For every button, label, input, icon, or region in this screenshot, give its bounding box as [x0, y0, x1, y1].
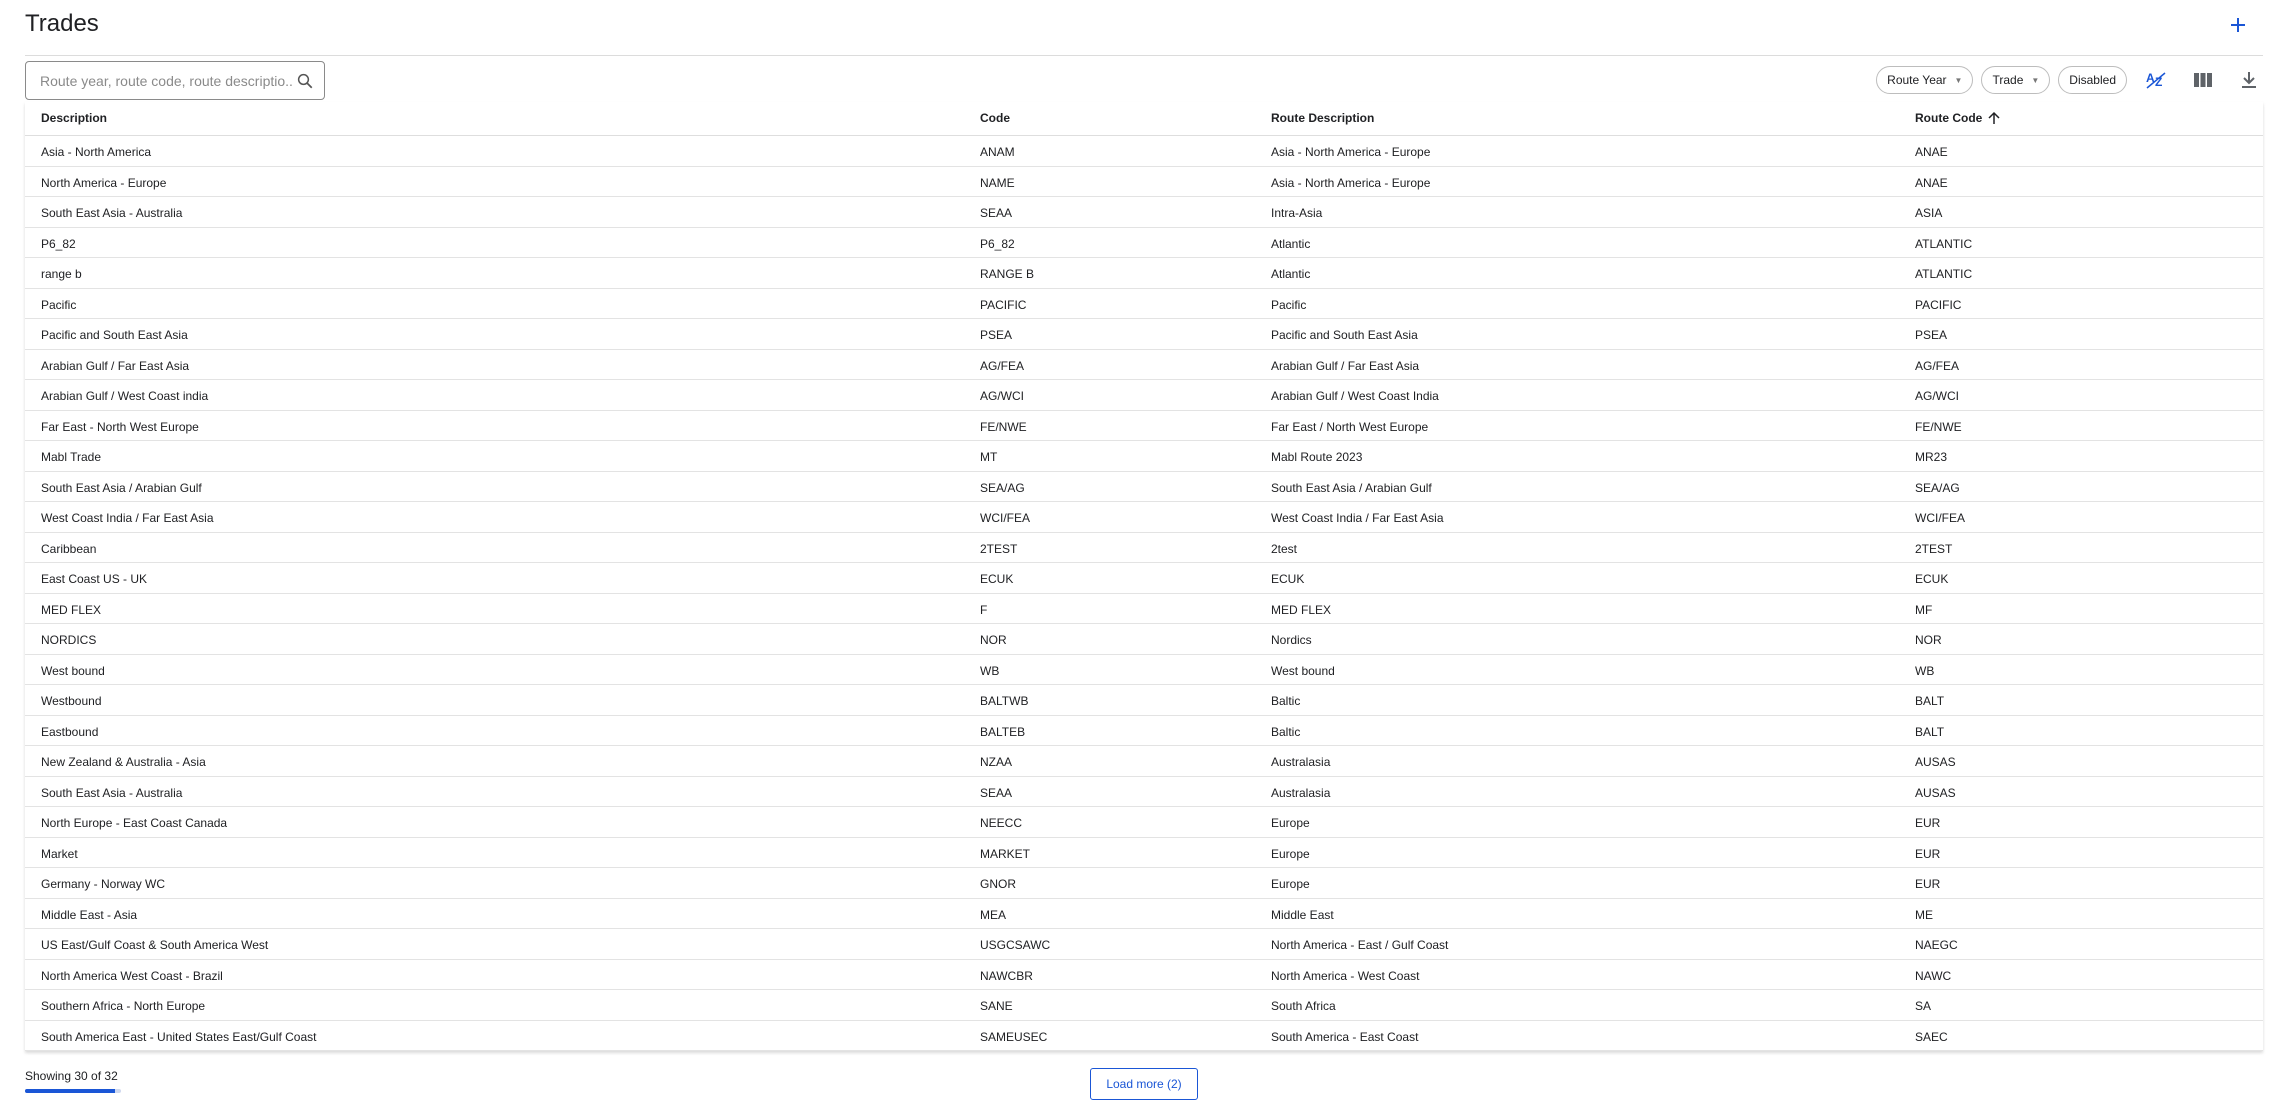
cell-code: SAMEUSEC: [980, 1029, 1048, 1044]
cell-route-code: ANAE: [1915, 145, 1948, 159]
table-row[interactable]: [25, 594, 2263, 625]
cell-description: Arabian Gulf / Far East Asia: [41, 358, 190, 373]
table-row[interactable]: [25, 1021, 2263, 1052]
cell-code: USGCSAWC: [980, 938, 1051, 952]
cell-description: Pacific: [41, 297, 77, 312]
cell-code: WCI/FEA: [980, 511, 1030, 525]
cell-description: Asia - North America: [41, 145, 152, 159]
table-toolbar: [1876, 64, 2265, 96]
cell-code: SEA/AG: [980, 480, 1025, 495]
cell-route-code: AUSAS: [1915, 785, 1956, 800]
cell-description: North Europe - East Coast Canada: [41, 816, 228, 830]
cell-route-code: EUR: [1915, 846, 1941, 861]
trade-filter[interactable]: [1981, 66, 2050, 94]
table-row[interactable]: [25, 807, 2263, 838]
column-label: Description: [41, 111, 108, 125]
cell-route-code: BALT: [1915, 694, 1945, 708]
route-year-filter-label: Route Year: [1887, 73, 1947, 87]
column-header-code[interactable]: [980, 111, 1010, 125]
svg-text:Z: Z: [2155, 75, 2163, 89]
table-row[interactable]: [25, 502, 2263, 533]
cell-route-code: PSEA: [1915, 328, 1948, 342]
cell-route-description: Asia - North America - Europe: [1271, 145, 1431, 159]
cell-route-description: Pacific: [1271, 297, 1307, 312]
cell-code: MEA: [980, 907, 1007, 922]
load-progress-bar: [25, 1089, 121, 1093]
table-row[interactable]: [25, 411, 2263, 442]
cell-route-description: Middle East: [1271, 907, 1334, 922]
cell-route-description: South East Asia / Arabian Gulf: [1271, 480, 1432, 495]
cell-route-code: ME: [1915, 907, 1933, 922]
cell-route-description: Arabian Gulf / West Coast India: [1271, 389, 1439, 403]
cell-code: SANE: [980, 999, 1013, 1013]
cell-route-code: AG/WCI: [1915, 389, 1959, 403]
cell-route-description: MED FLEX: [1271, 602, 1332, 617]
route-year-filter[interactable]: [1876, 66, 1973, 94]
cell-route-code: ATLANTIC: [1915, 267, 1973, 281]
cell-code: BALTEB: [980, 724, 1026, 739]
table-row[interactable]: [25, 533, 2263, 564]
cell-code: GNOR: [980, 877, 1016, 891]
cell-description: South East Asia - Australia: [41, 785, 183, 800]
cell-route-description: 2test: [1271, 541, 1298, 556]
cell-route-code: WCI/FEA: [1915, 511, 1965, 525]
cell-route-description: South America - East Coast: [1271, 1029, 1419, 1044]
cell-route-description: West Coast India / Far East Asia: [1271, 511, 1444, 525]
cell-route-code: EUR: [1915, 816, 1941, 830]
table-row[interactable]: [25, 350, 2263, 381]
cell-route-code: NOR: [1915, 633, 1942, 647]
table-row[interactable]: [25, 868, 2263, 899]
cell-code: MARKET: [980, 846, 1031, 861]
cell-route-description: West bound: [1271, 663, 1335, 678]
trade-filter-label: Trade: [1992, 73, 2024, 87]
cell-route-code: NAWC: [1915, 968, 1952, 983]
search-input[interactable]: [40, 70, 294, 92]
cell-description: West bound: [41, 663, 105, 678]
table-row[interactable]: [25, 746, 2263, 777]
column-label: Route Code: [1915, 111, 1983, 125]
column-label: Code: [980, 111, 1010, 125]
cell-route-description: Nordics: [1271, 633, 1312, 647]
cell-route-description: Europe: [1271, 816, 1310, 830]
cell-code: RANGE B: [980, 267, 1035, 281]
table-row[interactable]: [25, 716, 2263, 747]
cell-route-description: North America - East / Gulf Coast: [1271, 938, 1449, 952]
column-header-route-code[interactable]: [1915, 111, 2000, 125]
cell-description: US East/Gulf Coast & South America West: [41, 938, 269, 952]
table-row[interactable]: [25, 960, 2263, 991]
cell-route-description: Mabl Route 2023: [1271, 450, 1363, 464]
trades-table: [25, 102, 2263, 1051]
cell-description: Pacific and South East Asia: [41, 328, 188, 342]
columns-button[interactable]: [2187, 64, 2219, 96]
cell-route-description: Europe: [1271, 877, 1310, 891]
cell-route-description: Asia - North America - Europe: [1271, 175, 1431, 190]
cell-description: P6_82: [41, 236, 76, 251]
cell-description: Westbound: [41, 694, 102, 708]
cell-route-code: ATLANTIC: [1915, 236, 1973, 251]
table-row[interactable]: [25, 289, 2263, 320]
cell-route-code: AG/FEA: [1915, 358, 1960, 373]
cell-route-code: ECUK: [1915, 572, 1949, 586]
cell-code: MT: [980, 450, 998, 464]
cell-code: AG/FEA: [980, 358, 1025, 373]
column-label: Route Description: [1271, 111, 1375, 125]
cell-code: AG/WCI: [980, 389, 1024, 403]
table-row[interactable]: [25, 563, 2263, 594]
cell-description: Middle East - Asia: [41, 907, 138, 922]
cell-route-description: Australasia: [1271, 785, 1331, 800]
cell-description: West Coast India / Far East Asia: [41, 511, 214, 525]
cell-code: PACIFIC: [980, 297, 1027, 312]
table-row[interactable]: [25, 472, 2263, 503]
table-row[interactable]: [25, 441, 2263, 472]
table-row[interactable]: [25, 899, 2263, 930]
cell-description: Mabl Trade: [41, 450, 102, 464]
plus-icon: [2223, 10, 2253, 40]
cell-code: F: [980, 602, 988, 617]
showing-count: Showing 30 of 32: [25, 1069, 118, 1083]
cell-code: SEAA: [980, 785, 1013, 800]
cell-description: MED FLEX: [41, 602, 102, 617]
cell-route-code: AUSAS: [1915, 755, 1956, 769]
cell-code: FE/NWE: [980, 419, 1027, 434]
cell-description: South East Asia - Australia: [41, 206, 183, 220]
chevron-down-icon: ▼: [2031, 75, 2040, 85]
cell-route-description: Intra-Asia: [1271, 206, 1323, 220]
table-row[interactable]: [25, 228, 2263, 259]
add-trade-button[interactable]: [2223, 10, 2253, 40]
cell-code: NAME: [980, 175, 1015, 190]
cell-code: ECUK: [980, 572, 1014, 586]
cell-route-code: WB: [1915, 663, 1935, 678]
cell-code: ANAM: [980, 145, 1015, 159]
cell-route-description: North America - West Coast: [1271, 968, 1420, 983]
cell-route-code: ANAE: [1915, 175, 1948, 190]
cell-route-description: Atlantic: [1271, 236, 1311, 251]
cell-description: North America West Coast - Brazil: [41, 968, 223, 983]
cell-description: range b: [41, 267, 82, 281]
cell-route-code: FE/NWE: [1915, 419, 1962, 434]
cell-description: South America East - United States East/Gulf Coast: [41, 1029, 317, 1044]
column-header-route-description[interactable]: [1271, 111, 1374, 125]
cell-description: Far East - North West Europe: [41, 419, 199, 434]
search-icon[interactable]: [296, 72, 314, 90]
cell-code: PSEA: [980, 328, 1013, 342]
cell-description: NORDICS: [41, 633, 97, 647]
cell-route-description: Arabian Gulf / Far East Asia: [1271, 358, 1420, 373]
table-row[interactable]: [25, 685, 2263, 716]
table-body: [25, 136, 2263, 1051]
cell-description: Germany - Norway WC: [41, 877, 166, 891]
cell-route-code: PACIFIC: [1915, 297, 1962, 312]
table-row[interactable]: [25, 197, 2263, 228]
cell-route-description: Atlantic: [1271, 267, 1311, 281]
svg-text:A: A: [2146, 71, 2155, 85]
cell-route-code: BALT: [1915, 724, 1945, 739]
cell-route-code: ASIA: [1915, 206, 1943, 220]
cell-description: East Coast US - UK: [41, 572, 148, 586]
cell-code: 2TEST: [980, 541, 1018, 556]
cell-description: Southern Africa - North Europe: [41, 999, 206, 1013]
cell-route-description: Pacific and South East Asia: [1271, 328, 1418, 342]
cell-description: Market: [41, 846, 78, 861]
columns-icon: [2194, 72, 2212, 88]
cell-route-code: MF: [1915, 602, 1933, 617]
cell-route-description: South Africa: [1271, 999, 1336, 1013]
cell-code: BALTWB: [980, 694, 1029, 708]
disabled-filter[interactable]: [2058, 66, 2127, 94]
cell-description: Caribbean: [41, 541, 97, 556]
page-header: [25, 0, 2263, 56]
column-header-description[interactable]: [41, 111, 107, 125]
cell-code: P6_82: [980, 236, 1015, 251]
cell-route-code: SA: [1915, 999, 1932, 1013]
cell-route-code: EUR: [1915, 877, 1941, 891]
table-row[interactable]: [25, 990, 2263, 1021]
table-row[interactable]: [25, 929, 2263, 960]
table-row[interactable]: [25, 380, 2263, 411]
cell-route-code: 2TEST: [1915, 541, 1953, 556]
disabled-filter-label: Disabled: [2069, 73, 2116, 87]
cell-route-description: Australasia: [1271, 755, 1331, 769]
table-row[interactable]: [25, 624, 2263, 655]
search-box[interactable]: [25, 61, 325, 100]
cell-route-description: Europe: [1271, 846, 1310, 861]
table-header: [25, 102, 2263, 136]
sort-az-icon: [2145, 69, 2169, 91]
cell-route-code: NAEGC: [1915, 938, 1958, 952]
cell-code: NOR: [980, 633, 1007, 647]
sort-ascending-icon: [1988, 111, 2000, 125]
cell-description: Eastbound: [41, 724, 99, 739]
table-row[interactable]: [25, 655, 2263, 686]
cell-route-description: Baltic: [1271, 694, 1301, 708]
cell-route-code: SEA/AG: [1915, 480, 1960, 495]
table-row[interactable]: [25, 838, 2263, 869]
load-more-button[interactable]: Load more (2): [1090, 1068, 1198, 1100]
cell-code: NZAA: [980, 755, 1013, 769]
table-row[interactable]: [25, 777, 2263, 808]
cell-code: NAWCBR: [980, 968, 1033, 983]
load-progress-fill: [25, 1089, 115, 1093]
cell-route-code: MR23: [1915, 450, 1948, 464]
table-row[interactable]: [25, 136, 2263, 167]
page-title: Trades: [25, 10, 99, 37]
cell-route-description: ECUK: [1271, 572, 1305, 586]
table-row[interactable]: [25, 167, 2263, 198]
cell-route-description: Baltic: [1271, 724, 1301, 739]
download-icon: [2241, 71, 2257, 89]
table-row[interactable]: [25, 319, 2263, 350]
table-row[interactable]: [25, 258, 2263, 289]
cell-description: South East Asia / Arabian Gulf: [41, 480, 202, 495]
cell-route-code: SAEC: [1915, 1029, 1948, 1044]
cell-code: SEAA: [980, 206, 1013, 220]
cell-description: Arabian Gulf / West Coast india: [41, 389, 209, 403]
cell-code: WB: [980, 663, 1000, 678]
download-button[interactable]: [2233, 64, 2265, 96]
sort-az-button[interactable]: [2141, 64, 2173, 96]
cell-description: North America - Europe: [41, 175, 167, 190]
chevron-down-icon: ▼: [1954, 75, 1963, 85]
cell-description: New Zealand & Australia - Asia: [41, 755, 206, 769]
cell-code: NEECC: [980, 816, 1023, 830]
cell-route-description: Far East / North West Europe: [1271, 419, 1429, 434]
